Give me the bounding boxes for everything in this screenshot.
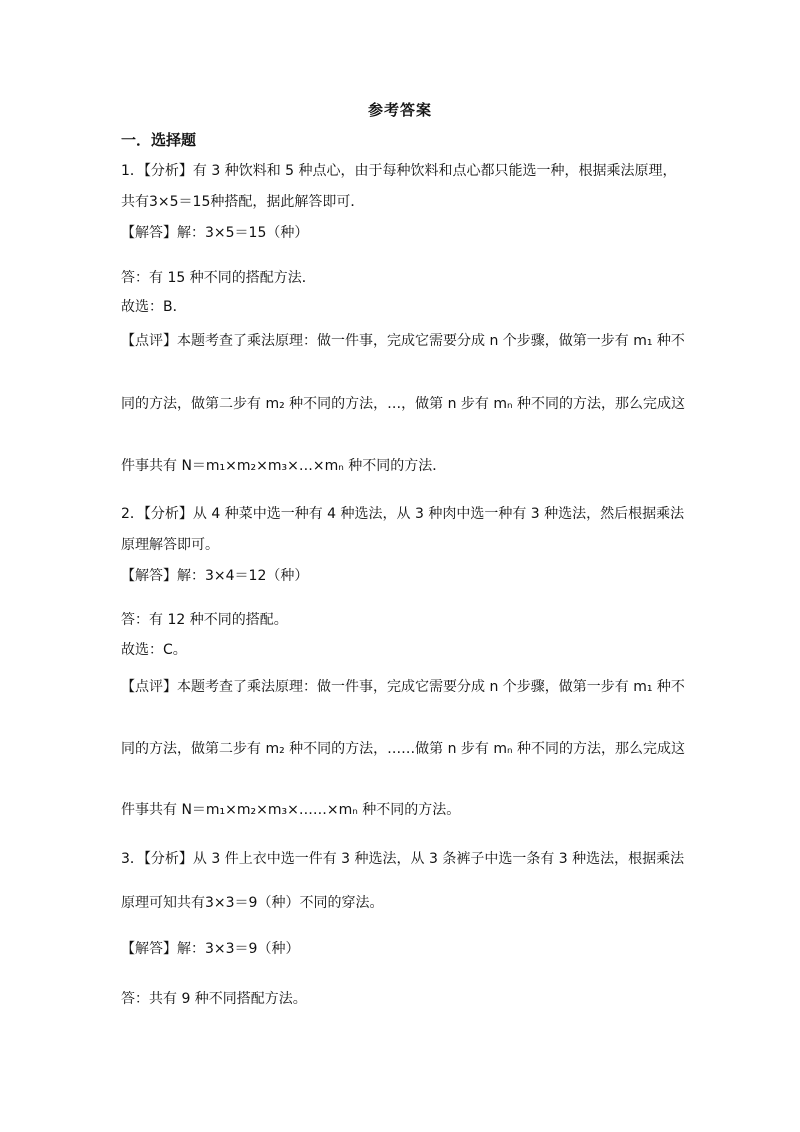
q2-solution: 【解答】解：3×4＝12（种） bbox=[121, 568, 309, 584]
q3-analysis-line1: 3．【分析】从 3 件上衣中选一件有 3 种选法，从 3 条裤子中选一条有 3 种选法，根据乘法 bbox=[121, 851, 685, 867]
q2-comment-line2: 同的方法，做第二步有 m₂ 种不同的方法，……做第 n 步有 mₙ 种不同的方法，那么完成这 bbox=[121, 741, 686, 757]
q1-comment-line3: 件事共有 N＝m₁×m₂×m₃×…×mₙ 种不同的方法． bbox=[121, 458, 447, 474]
q1-solution: 【解答】解：3×5＝15（种） bbox=[121, 225, 309, 241]
q1-choice: 故选：B． bbox=[121, 299, 187, 315]
q2-analysis-line1: 2．【分析】从 4 种菜中选一种有 4 种选法，从 3 种肉中选一种有 3 种选法，然后根据乘法 bbox=[121, 506, 685, 522]
q1-analysis-line2: 共有3×5＝15种搭配，据此解答即可． bbox=[121, 194, 365, 210]
q2-comment-line3: 件事共有 N＝m₁×m₂×m₃×……×mₙ 种不同的方法。 bbox=[121, 802, 461, 818]
q2-choice: 故选：C。 bbox=[121, 642, 187, 658]
q1-comment-line2: 同的方法，做第二步有 m₂ 种不同的方法，…，做第 n 步有 mₙ 种不同的方法，那么完成这 bbox=[121, 396, 686, 412]
section-heading: 一．选择题 bbox=[121, 131, 197, 149]
q2-answer: 答：有 12 种不同的搭配。 bbox=[121, 612, 288, 628]
q1-analysis-line1: 1．【分析】有 3 种饮料和 5 种点心，由于每种饮料和点心都只能选一种，根据乘法原理， bbox=[121, 163, 677, 179]
q1-comment-line1: 【点评】本题考查了乘法原理：做一件事，完成它需要分成 n 个步骤，做第一步有 m₁ 种不 bbox=[121, 333, 685, 349]
page-title: 参考答案 bbox=[367, 101, 432, 119]
q3-solution: 【解答】解：3×3＝9（种） bbox=[121, 941, 300, 957]
q2-analysis-line2: 原理解答即可。 bbox=[121, 537, 219, 553]
q3-analysis-line2: 原理可知共有3×3＝9（种）不同的穿法。 bbox=[121, 895, 384, 911]
q2-comment-line1: 【点评】本题考查了乘法原理：做一件事，完成它需要分成 n 个步骤，做第一步有 m₁ 种不 bbox=[121, 679, 685, 695]
q3-answer: 答：共有 9 种不同搭配方法。 bbox=[121, 991, 307, 1007]
q1-answer: 答：有 15 种不同的搭配方法． bbox=[121, 270, 316, 286]
